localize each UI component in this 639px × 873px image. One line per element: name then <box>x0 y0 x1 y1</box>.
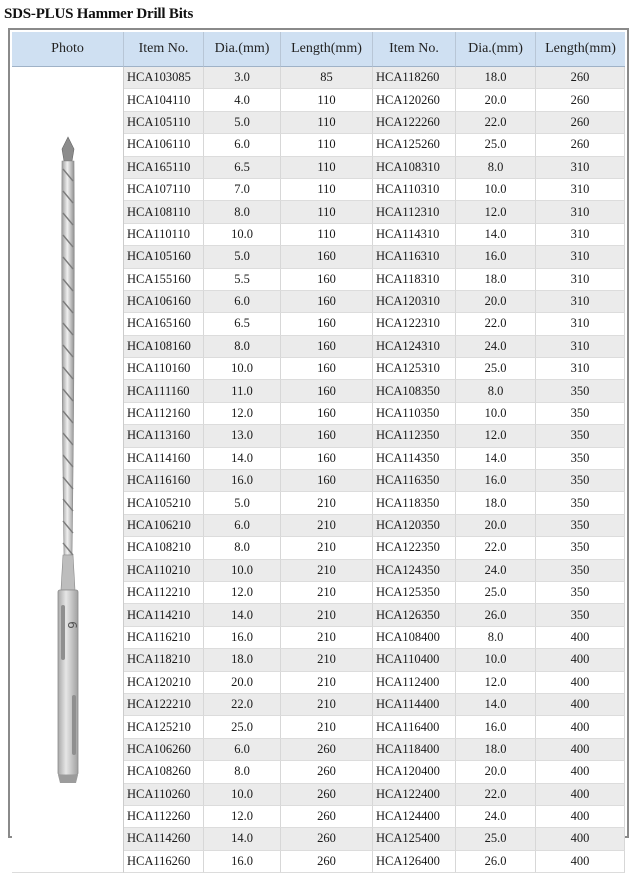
dia-cell: 22.0 <box>456 313 536 335</box>
dia-cell: 11.0 <box>204 380 281 402</box>
item-no-cell: HCA114160 <box>124 448 204 470</box>
item-no-cell: HCA125310 <box>373 358 456 380</box>
dia-cell: 20.0 <box>456 761 536 783</box>
length-cell: 210 <box>281 716 373 738</box>
length-cell: 350 <box>536 604 625 626</box>
item-no-cell: HCA108160 <box>124 336 204 358</box>
item-no-cell: HCA106160 <box>124 291 204 313</box>
header-length: Length(mm) <box>281 32 373 67</box>
item-no-cell: HCA108110 <box>124 201 204 223</box>
length-cell: 110 <box>281 112 373 134</box>
item-no-cell: HCA165160 <box>124 313 204 335</box>
dia-cell: 16.0 <box>204 470 281 492</box>
length-cell: 260 <box>281 739 373 761</box>
header-photo: Photo <box>12 32 124 67</box>
item-no-cell: HCA118260 <box>373 67 456 89</box>
dia-cell: 10.0 <box>204 560 281 582</box>
length-cell: 260 <box>536 112 625 134</box>
dia-cell: 8.0 <box>456 380 536 402</box>
dia-cell: 10.0 <box>456 403 536 425</box>
dia-cell: 10.0 <box>204 224 281 246</box>
dia-cell: 20.0 <box>204 672 281 694</box>
dia-cell: 8.0 <box>456 627 536 649</box>
item-no-cell: HCA114350 <box>373 448 456 470</box>
item-no-cell: HCA108400 <box>373 627 456 649</box>
length-cell: 110 <box>281 201 373 223</box>
item-no-cell: HCA103085 <box>124 67 204 89</box>
dia-cell: 22.0 <box>456 112 536 134</box>
item-no-cell: HCA125400 <box>373 828 456 850</box>
item-no-cell: HCA106110 <box>124 134 204 156</box>
item-no-cell: HCA122400 <box>373 784 456 806</box>
dia-cell: 25.0 <box>204 716 281 738</box>
item-no-cell: HCA126400 <box>373 851 456 873</box>
length-cell: 310 <box>536 179 625 201</box>
dia-cell: 12.0 <box>204 806 281 828</box>
item-no-cell: HCA110260 <box>124 784 204 806</box>
item-no-cell: HCA116160 <box>124 470 204 492</box>
length-cell: 85 <box>281 67 373 89</box>
header-dia-2: Dia.(mm) <box>456 32 536 67</box>
length-cell: 210 <box>281 672 373 694</box>
item-no-cell: HCA124400 <box>373 806 456 828</box>
length-cell: 110 <box>281 89 373 111</box>
header-dia: Dia.(mm) <box>204 32 281 67</box>
item-no-cell: HCA108350 <box>373 380 456 402</box>
dia-cell: 13.0 <box>204 425 281 447</box>
drill-bit-image <box>52 135 84 785</box>
dia-cell: 18.0 <box>204 649 281 671</box>
length-cell: 210 <box>281 515 373 537</box>
item-no-cell: HCA112310 <box>373 201 456 223</box>
item-no-cell: HCA122210 <box>124 694 204 716</box>
dia-cell: 20.0 <box>456 515 536 537</box>
dia-cell: 8.0 <box>456 157 536 179</box>
item-no-cell: HCA125260 <box>373 134 456 156</box>
dia-cell: 25.0 <box>456 358 536 380</box>
product-table-frame <box>8 28 629 868</box>
dia-cell: 22.0 <box>204 694 281 716</box>
length-cell: 210 <box>281 649 373 671</box>
length-cell: 160 <box>281 358 373 380</box>
dia-cell: 6.0 <box>204 291 281 313</box>
item-no-cell: HCA116310 <box>373 246 456 268</box>
length-cell: 400 <box>536 851 625 873</box>
dia-cell: 25.0 <box>456 582 536 604</box>
dia-cell: 14.0 <box>204 448 281 470</box>
item-no-cell: HCA126350 <box>373 604 456 626</box>
dia-cell: 10.0 <box>456 179 536 201</box>
dia-cell: 24.0 <box>456 560 536 582</box>
length-cell: 400 <box>536 694 625 716</box>
item-no-cell: HCA114210 <box>124 604 204 626</box>
length-cell: 350 <box>536 560 625 582</box>
length-cell: 110 <box>281 179 373 201</box>
item-no-cell: HCA120400 <box>373 761 456 783</box>
dia-cell: 16.0 <box>456 470 536 492</box>
length-cell: 210 <box>281 560 373 582</box>
dia-cell: 6.0 <box>204 739 281 761</box>
item-no-cell: HCA116350 <box>373 470 456 492</box>
length-cell: 260 <box>281 851 373 873</box>
item-no-cell: HCA155160 <box>124 269 204 291</box>
length-cell: 210 <box>281 694 373 716</box>
item-no-cell: HCA112260 <box>124 806 204 828</box>
length-cell: 400 <box>536 784 625 806</box>
length-cell: 210 <box>281 582 373 604</box>
item-no-cell: HCA116260 <box>124 851 204 873</box>
length-cell: 310 <box>536 157 625 179</box>
length-cell: 260 <box>281 828 373 850</box>
dia-cell: 16.0 <box>204 627 281 649</box>
dia-cell: 5.0 <box>204 246 281 268</box>
dia-cell: 22.0 <box>456 784 536 806</box>
item-no-cell: HCA125350 <box>373 582 456 604</box>
length-cell: 210 <box>281 492 373 514</box>
dia-cell: 12.0 <box>204 582 281 604</box>
dia-cell: 10.0 <box>456 649 536 671</box>
length-cell: 110 <box>281 157 373 179</box>
dia-cell: 8.0 <box>204 761 281 783</box>
item-no-cell: HCA165110 <box>124 157 204 179</box>
dia-cell: 12.0 <box>456 672 536 694</box>
dia-cell: 3.0 <box>204 67 281 89</box>
length-cell: 310 <box>536 201 625 223</box>
length-cell: 160 <box>281 380 373 402</box>
dia-cell: 18.0 <box>456 269 536 291</box>
dia-cell: 16.0 <box>456 716 536 738</box>
length-cell: 260 <box>281 806 373 828</box>
item-no-cell: HCA110350 <box>373 403 456 425</box>
dia-cell: 10.0 <box>204 358 281 380</box>
length-cell: 350 <box>536 470 625 492</box>
length-cell: 260 <box>536 134 625 156</box>
header-row <box>12 32 625 67</box>
dia-cell: 25.0 <box>456 828 536 850</box>
item-no-cell: HCA114400 <box>373 694 456 716</box>
length-cell: 310 <box>536 358 625 380</box>
dia-cell: 24.0 <box>456 806 536 828</box>
dia-cell: 24.0 <box>456 336 536 358</box>
length-cell: 310 <box>536 224 625 246</box>
table-row <box>12 67 625 89</box>
length-cell: 350 <box>536 537 625 559</box>
dia-cell: 6.5 <box>204 157 281 179</box>
item-no-cell: HCA105110 <box>124 112 204 134</box>
length-cell: 260 <box>536 89 625 111</box>
length-cell: 350 <box>536 380 625 402</box>
length-cell: 160 <box>281 470 373 492</box>
page-title: SDS-PLUS Hammer Drill Bits <box>4 6 194 22</box>
item-no-cell: HCA108210 <box>124 537 204 559</box>
header-item-no-2: Item No. <box>373 32 456 67</box>
dia-cell: 8.0 <box>204 336 281 358</box>
item-no-cell: HCA116400 <box>373 716 456 738</box>
shank-mark: 6 <box>65 621 79 629</box>
item-no-cell: HCA120310 <box>373 291 456 313</box>
dia-cell: 10.0 <box>204 784 281 806</box>
length-cell: 110 <box>281 224 373 246</box>
length-cell: 350 <box>536 582 625 604</box>
length-cell: 310 <box>536 246 625 268</box>
dia-cell: 16.0 <box>456 246 536 268</box>
length-cell: 160 <box>281 269 373 291</box>
length-cell: 400 <box>536 739 625 761</box>
dia-cell: 14.0 <box>204 604 281 626</box>
length-cell: 210 <box>281 627 373 649</box>
item-no-cell: HCA110160 <box>124 358 204 380</box>
length-cell: 400 <box>536 672 625 694</box>
length-cell: 160 <box>281 403 373 425</box>
item-no-cell: HCA111160 <box>124 380 204 402</box>
dia-cell: 16.0 <box>204 851 281 873</box>
length-cell: 310 <box>536 313 625 335</box>
item-no-cell: HCA105210 <box>124 492 204 514</box>
length-cell: 400 <box>536 828 625 850</box>
dia-cell: 5.0 <box>204 492 281 514</box>
item-no-cell: HCA114260 <box>124 828 204 850</box>
dia-cell: 8.0 <box>204 537 281 559</box>
dia-cell: 18.0 <box>456 492 536 514</box>
length-cell: 400 <box>536 649 625 671</box>
item-no-cell: HCA120260 <box>373 89 456 111</box>
length-cell: 260 <box>536 67 625 89</box>
length-cell: 160 <box>281 425 373 447</box>
dia-cell: 20.0 <box>456 291 536 313</box>
length-cell: 160 <box>281 246 373 268</box>
product-table <box>12 32 625 873</box>
item-no-cell: HCA122260 <box>373 112 456 134</box>
length-cell: 160 <box>281 448 373 470</box>
dia-cell: 22.0 <box>456 537 536 559</box>
item-no-cell: HCA112350 <box>373 425 456 447</box>
item-no-cell: HCA110110 <box>124 224 204 246</box>
item-no-cell: HCA120210 <box>124 672 204 694</box>
length-cell: 400 <box>536 716 625 738</box>
dia-cell: 26.0 <box>456 851 536 873</box>
item-no-cell: HCA106260 <box>124 739 204 761</box>
dia-cell: 14.0 <box>456 694 536 716</box>
length-cell: 260 <box>281 784 373 806</box>
dia-cell: 20.0 <box>456 89 536 111</box>
item-no-cell: HCA106210 <box>124 515 204 537</box>
item-no-cell: HCA124350 <box>373 560 456 582</box>
length-cell: 210 <box>281 537 373 559</box>
item-no-cell: HCA118210 <box>124 649 204 671</box>
dia-cell: 18.0 <box>456 67 536 89</box>
dia-cell: 25.0 <box>456 134 536 156</box>
item-no-cell: HCA110400 <box>373 649 456 671</box>
item-no-cell: HCA124310 <box>373 336 456 358</box>
dia-cell: 12.0 <box>204 403 281 425</box>
length-cell: 310 <box>536 291 625 313</box>
length-cell: 400 <box>536 761 625 783</box>
item-no-cell: HCA110310 <box>373 179 456 201</box>
length-cell: 350 <box>536 425 625 447</box>
dia-cell: 18.0 <box>456 739 536 761</box>
item-no-cell: HCA122310 <box>373 313 456 335</box>
item-no-cell: HCA112210 <box>124 582 204 604</box>
item-no-cell: HCA116210 <box>124 627 204 649</box>
length-cell: 310 <box>536 336 625 358</box>
item-no-cell: HCA108310 <box>373 157 456 179</box>
item-no-cell: HCA114310 <box>373 224 456 246</box>
item-no-cell: HCA112400 <box>373 672 456 694</box>
item-no-cell: HCA118350 <box>373 492 456 514</box>
item-no-cell: HCA120350 <box>373 515 456 537</box>
item-no-cell: HCA108260 <box>124 761 204 783</box>
dia-cell: 14.0 <box>204 828 281 850</box>
length-cell: 350 <box>536 515 625 537</box>
header-item-no: Item No. <box>124 32 204 67</box>
length-cell: 160 <box>281 291 373 313</box>
dia-cell: 6.5 <box>204 313 281 335</box>
item-no-cell: HCA122350 <box>373 537 456 559</box>
dia-cell: 4.0 <box>204 89 281 111</box>
length-cell: 310 <box>536 269 625 291</box>
item-no-cell: HCA110210 <box>124 560 204 582</box>
item-no-cell: HCA107110 <box>124 179 204 201</box>
length-cell: 160 <box>281 313 373 335</box>
length-cell: 350 <box>536 403 625 425</box>
dia-cell: 7.0 <box>204 179 281 201</box>
length-cell: 210 <box>281 604 373 626</box>
length-cell: 260 <box>281 761 373 783</box>
dia-cell: 5.5 <box>204 269 281 291</box>
photo-cell <box>12 67 124 873</box>
length-cell: 400 <box>536 627 625 649</box>
length-cell: 350 <box>536 448 625 470</box>
dia-cell: 5.0 <box>204 112 281 134</box>
item-no-cell: HCA112160 <box>124 403 204 425</box>
dia-cell: 14.0 <box>456 448 536 470</box>
length-cell: 400 <box>536 806 625 828</box>
item-no-cell: HCA113160 <box>124 425 204 447</box>
item-no-cell: HCA118310 <box>373 269 456 291</box>
dia-cell: 14.0 <box>456 224 536 246</box>
item-no-cell: HCA104110 <box>124 89 204 111</box>
length-cell: 350 <box>536 492 625 514</box>
dia-cell: 6.0 <box>204 134 281 156</box>
item-no-cell: HCA118400 <box>373 739 456 761</box>
dia-cell: 26.0 <box>456 604 536 626</box>
dia-cell: 6.0 <box>204 515 281 537</box>
item-no-cell: HCA125210 <box>124 716 204 738</box>
dia-cell: 12.0 <box>456 425 536 447</box>
dia-cell: 8.0 <box>204 201 281 223</box>
header-length-2: Length(mm) <box>536 32 625 67</box>
item-no-cell: HCA105160 <box>124 246 204 268</box>
dia-cell: 12.0 <box>456 201 536 223</box>
length-cell: 110 <box>281 134 373 156</box>
length-cell: 160 <box>281 336 373 358</box>
